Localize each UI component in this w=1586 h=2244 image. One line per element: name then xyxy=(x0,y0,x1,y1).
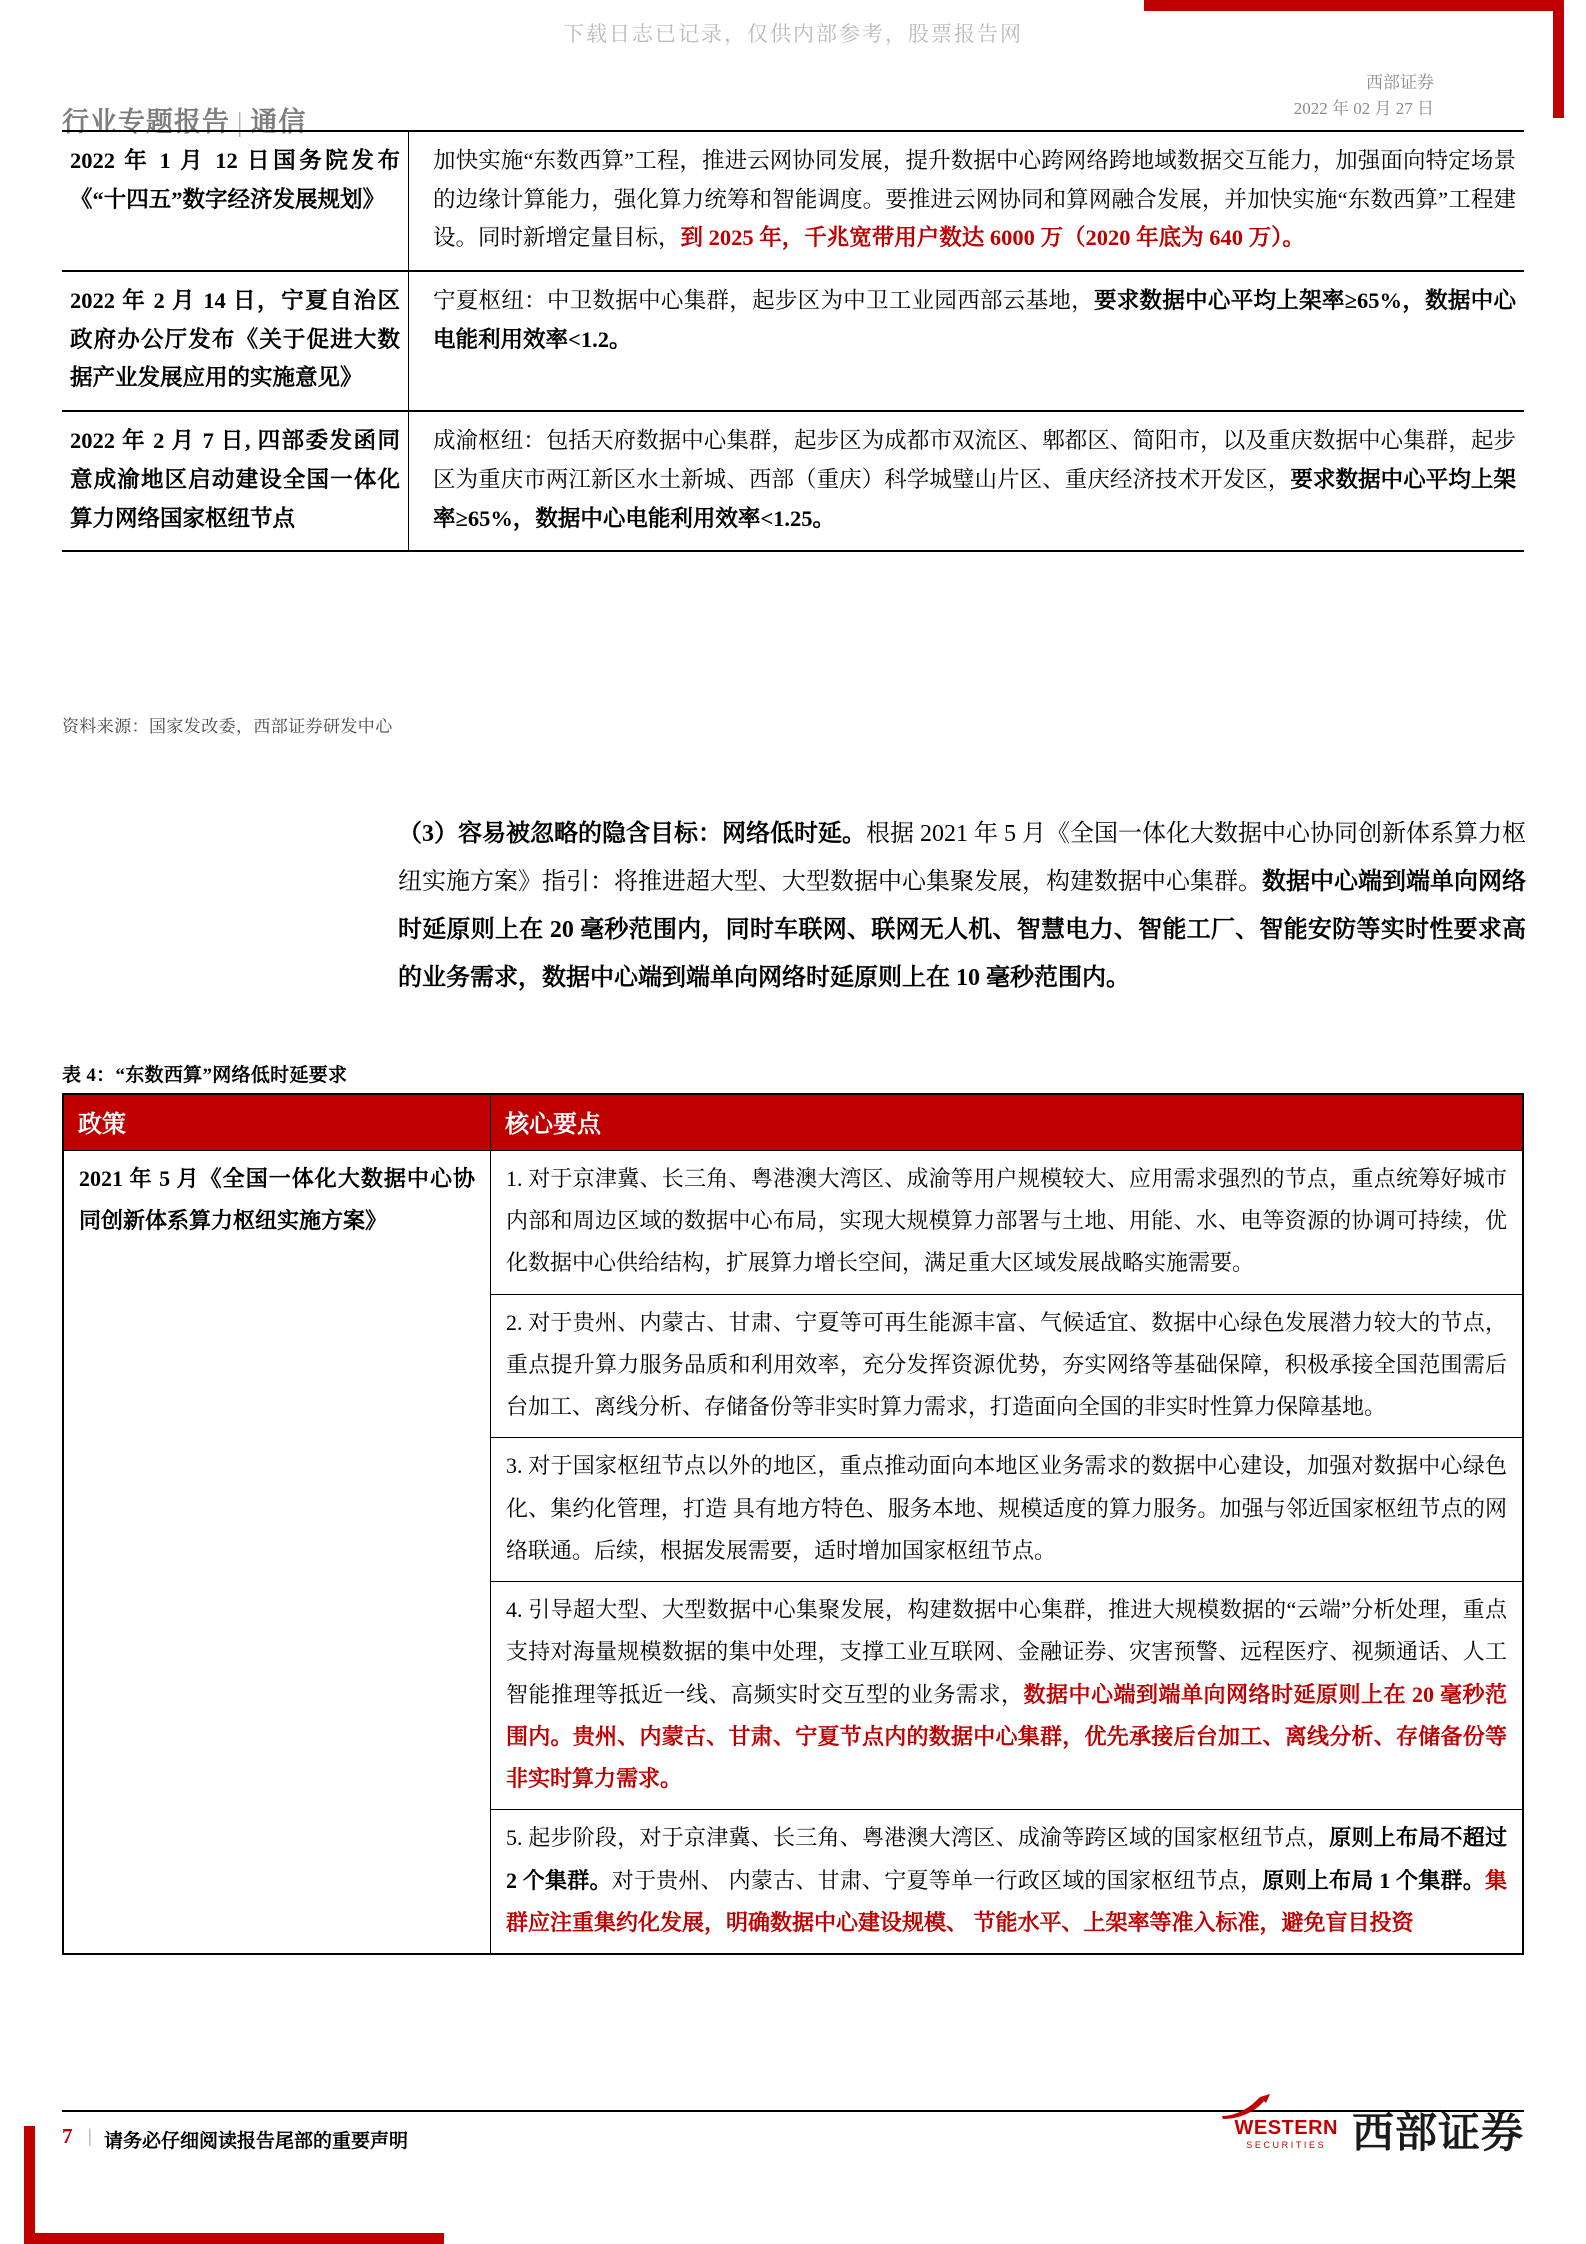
table4-point-cell xyxy=(491,1582,1524,1810)
keypoint-cell xyxy=(425,411,1524,551)
point-plain-2: 对于贵州、 内蒙古、甘肃、宁夏等单一行政区域的国家枢纽节点， xyxy=(611,1867,1263,1893)
keypoint-plain: 加快实施“东数西算”工程，推进云网协同发展，提升数据中心跨网络跨地域数据交互能力，加强面向特定场景的边缘计算能力，强化算力统筹和智能调度。要推进云网协同和算网融合发展，并加快实施“东数西算”工程建设。同时新增定量目标， xyxy=(433,148,1516,251)
logo-english-line1: WESTERN xyxy=(1234,2116,1338,2139)
paragraph-plain: 根据 2021 年 5 月《全国一体化大数据中心协同创新体系算力枢纽实施方案》指引：将推进超大型、大型数据中心集聚发展，构建数据中心集群。 xyxy=(398,821,1526,895)
point-highlight-red: 集群应注重集约化发展，明确数据中心建设规模、 节能水平、上架率等准入标准，避免盲目投资 xyxy=(506,1867,1507,1935)
table4-header-policy: 政策 xyxy=(63,1094,491,1151)
keypoint-bold: 要求数据中心平均上架率≥65%，数据中心电能利用效率<1.25。 xyxy=(433,466,1516,531)
body-paragraph xyxy=(398,810,1526,1002)
column-divider xyxy=(409,271,426,411)
header-company-name: 西部证券 xyxy=(1366,73,1434,92)
decorative-red-bar-bottom xyxy=(24,2233,444,2244)
table4-point-cell xyxy=(491,1438,1524,1582)
keypoint-highlight-red: 到 2025 年，千兆宽带用户数达 6000 万（2020 年底为 640 万）。 xyxy=(680,225,1305,251)
policy-cell: 2022 年 2 月 14 日，宁夏自治区政府办公厅发布《关于促进大数据产业发展应用的实施意见》 xyxy=(70,288,400,391)
logo-chinese: 西部证券 xyxy=(1351,2111,1524,2157)
table-row xyxy=(63,1151,1523,1295)
policy-table-top xyxy=(62,130,1524,552)
company-logo xyxy=(1234,2100,1524,2160)
footer-disclaimer: 请务必仔细阅读报告尾部的重要声明 xyxy=(104,2131,409,2152)
keypoint-plain: 宁夏枢纽：中卫数据中心集群，起步区为中卫工业园西部云基地， xyxy=(433,288,1094,314)
table4-point-cell xyxy=(491,1810,1524,1954)
point-plain: 5. 起步阶段，对于京津冀、长三角、粤港澳大湾区、成渝等跨区域的国家枢纽节点， xyxy=(506,1825,1330,1851)
decorative-red-bar-bottom-left xyxy=(24,2126,35,2244)
table4-caption: 表 4：“东数西算”网络低时延要求 xyxy=(62,1065,348,1086)
paragraph-lead: （3）容易被忽略的隐含目标：网络低时延。 xyxy=(398,821,866,847)
point-plain: 1. 对于京津冀、长三角、粤港澳大湾区、成渝等用户规模较大、应用需求强烈的节点，重点统筹好城市内部和周边区域的数据中心布局，实现大规模算力部署与土地、用能、水、电等资源的协调可持续，优化数据中心供给结构，扩展算力增长空间，满足重大区域发展战略实施需要。 xyxy=(506,1166,1507,1276)
keypoint-cell xyxy=(425,271,1524,411)
header-meta xyxy=(1294,70,1434,123)
column-divider xyxy=(409,131,426,271)
header-report-type: 行业专题报告 xyxy=(62,107,230,137)
paragraph-bold: 数据中心端到端单向网络时延原则上在 20 毫秒范围内，同时车联网、联网无人机、智慧电力、智能工厂、智能安防等实时性要求高的业务需求，数据中心端到端单向网络时延原则上在 10 毫秒范围内。 xyxy=(398,869,1526,991)
decorative-red-bar-top xyxy=(1144,0,1564,11)
keypoint-cell xyxy=(425,131,1524,271)
policy-cell: 2022 年 2 月 7 日, 四部委发函同意成渝地区启动建设全国一体化算力网络国家枢纽节点 xyxy=(70,428,400,531)
decorative-red-bar-right xyxy=(1553,0,1564,118)
page-number: 7 xyxy=(62,2124,73,2148)
header-separator: | xyxy=(237,107,244,137)
table-row xyxy=(62,131,1524,271)
point-bold: 原则上布局不超过 2 个集群。 xyxy=(506,1825,1507,1893)
point-plain: 4. 引导超大型、大型数据中心集聚发展，构建数据中心集群，推进大规模数据的“云端”分析处理，重点支持对海量规模数据的集中处理，支撑工业互联网、金融证券、灾害预警、远程医疗、视频通话、人工智能推理等抵近一线、高频实时交互型的业务需求， xyxy=(506,1597,1507,1707)
point-plain: 2. 对于贵州、内蒙古、甘肃、宁夏等可再生能源丰富、气候适宜、数据中心绿色发展潜力较大的节点，重点提升算力服务品质和利用效率，充分发挥资源优势，夯实网络等基础保障，积极承接全国范围需后台加工、离线分析、存储备份等非实时算力需求，打造面向全国的非实时性算力保障基地。 xyxy=(506,1309,1507,1420)
column-divider xyxy=(409,411,426,551)
policy-cell: 2022 年 1 月 12 日国务院发布《“十四五”数字经济发展规划》 xyxy=(70,148,400,212)
table-row xyxy=(62,411,1524,551)
point-plain: 3. 对于国家枢纽节点以外的地区，重点推动面向本地区业务需求的数据中心建设，加强对数据中心绿色化、集约化管理，打造 具有地方特色、服务本地、规模适度的算力服务。加强与邻近国家枢纽节点的网络联通。后续，根据发展需要，适时增加国家枢纽节点。 xyxy=(506,1453,1507,1563)
logo-english xyxy=(1234,2117,1338,2150)
point-bold-2: 原则上布局 1 个集群。 xyxy=(1262,1867,1485,1893)
table4-header-points: 核心要点 xyxy=(491,1094,1524,1151)
table-header-row xyxy=(63,1094,1523,1151)
keypoint-bold: 要求数据中心平均上架率≥65%，数据中心电能利用效率<1.2。 xyxy=(433,288,1516,352)
source-note-top: 资料来源：国家发改委，西部证券研发中心 xyxy=(62,717,393,736)
footer-separator: | xyxy=(88,2126,92,2147)
table4-policy-cell: 2021 年 5 月《全国一体化大数据中心协同创新体系算力枢纽实施方案》 xyxy=(63,1151,491,1954)
keypoint-plain: 成渝枢纽：包括天府数据中心集群，起步区为成都市双流区、郫都区、简阳市，以及重庆数据中心集群，起步区为重庆市两江新区水土新城、西部（重庆）科学城璧山片区、重庆经济技术开发区， xyxy=(433,428,1516,492)
watermark-text: 下载日志已记录，仅供内部参考，股票报告网 xyxy=(563,22,1023,46)
page-footer xyxy=(62,2111,1524,2176)
table4-point-cell xyxy=(491,1151,1524,1295)
header-date: 2022 年 02 月 27 日 xyxy=(1293,99,1434,119)
logo-english-line2: SECURITIES xyxy=(1246,2139,1327,2150)
latency-requirements-table xyxy=(62,1093,1524,1955)
point-highlight-red: 数据中心端到端单向网络时延原则上在 20 毫秒范围内。贵州、内蒙古、甘肃、宁夏节点内的数据中心集群，优先承接后台加工、离线分析、存储备份等非实时算力需求。 xyxy=(506,1681,1507,1792)
header-industry: 通信 xyxy=(250,107,307,137)
table4-point-cell xyxy=(491,1294,1524,1438)
table-row xyxy=(62,271,1524,411)
